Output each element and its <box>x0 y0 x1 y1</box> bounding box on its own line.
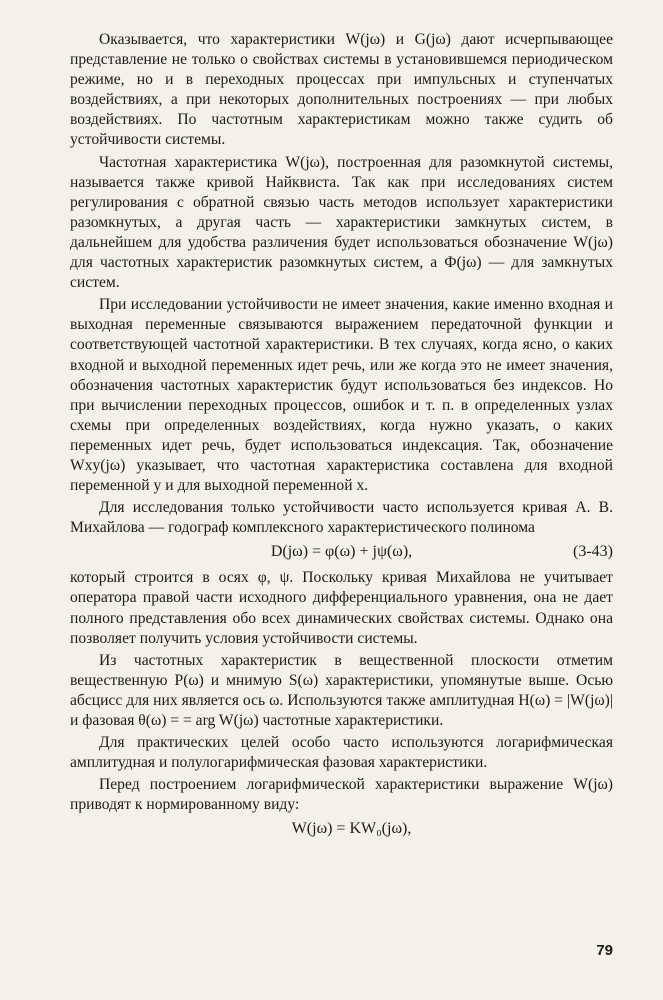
formula-normalized-expression: W(jω) = KW₀(jω), <box>291 820 412 838</box>
paragraph-5: который строится в осях φ, ψ. Поскольку кривая Михайлова не учитывает оператора правой части исходного дифференциального уравнения, она не дает полного представления обо всех динамических свойствах системы. Однако она позволяет получить условия устойчивости системы. <box>70 569 613 647</box>
formula-normalized <box>70 817 613 843</box>
paragraph-3: При исследовании устойчивости не имеет значения, какие именно входная и выходная переменные связываются выражением передаточной функции и соответствующей частотной характеристики. В тех случаях, когда ясно, о каких входной и выходной переменных идет речь, или же когда это не имеет значения, обозначения частотных характеристик будут использоваться без индексов. Но при вычислении переходных процессов, ошибок и т. п. в определенных узлах схемы при определенных воздействиях, когда нужно указать, о каких переменных идет речь, будет использоваться индексация. Так, обозначение Wxy(jω) указывает, что частотная характеристика составлена для входной переменной y и для выходной переменной x. <box>70 296 613 495</box>
page-number: 79 <box>596 942 613 959</box>
formula-mikhailov-expression: D(jω) = φ(ω) + jψ(ω), <box>270 543 413 561</box>
equation-number: (3-43) <box>573 543 613 561</box>
paragraph-1: Оказывается, что характеристики W(jω) и G(jω) дают исчерпывающее представление не только о свойствах системы в установившемся периодическом режиме, но и в переходных процессах при импульсных и ступенчатых воздействиях, а при некоторых дополнительных построениях — при любых воздействиях. По частотным характеристикам можно также судить об устойчивости системы. <box>70 31 613 149</box>
paragraph-2: Частотная характеристика W(jω), построенная для разомкнутой системы, называется также кривой Найквиста. Так как при исследованиях систем регулирования с обратной связью часть методов использует характеристики разомкнутых, а другая часть — характеристики замкнутых систем, в дальнейшем для удобства различения будет использоваться обозначение W(jω) для частотных характеристик разомкнутых систем, а Ф(jω) — для замкнутых систем. <box>70 153 613 292</box>
paragraph-6: Из частотных характеристик в вещественной плоскости отметим вещественную P(ω) и мнимую S(ω) характеристики, упомянутые выше. Осью абсцисс для них является ось ω. Используются также амплитудная H(ω) = |W(jω)| и фазовая θ(ω) = = arg W(jω) частотные характеристики. <box>70 651 613 729</box>
paragraph-7: Для практических целей особо часто используются логарифмическая амплитудная и полулогарифмическая фазовая характеристики. <box>70 734 613 772</box>
formula-mikhailov <box>70 540 613 566</box>
book-page <box>70 30 613 980</box>
paragraph-8: Перед построением логарифмической характеристики выражение W(jω) приводят к нормированному виду: <box>70 776 613 814</box>
paragraph-4: Для исследования только устойчивости часто используется кривая А. В. Михайлова — годограф комплексного характеристического полинома <box>70 499 613 537</box>
